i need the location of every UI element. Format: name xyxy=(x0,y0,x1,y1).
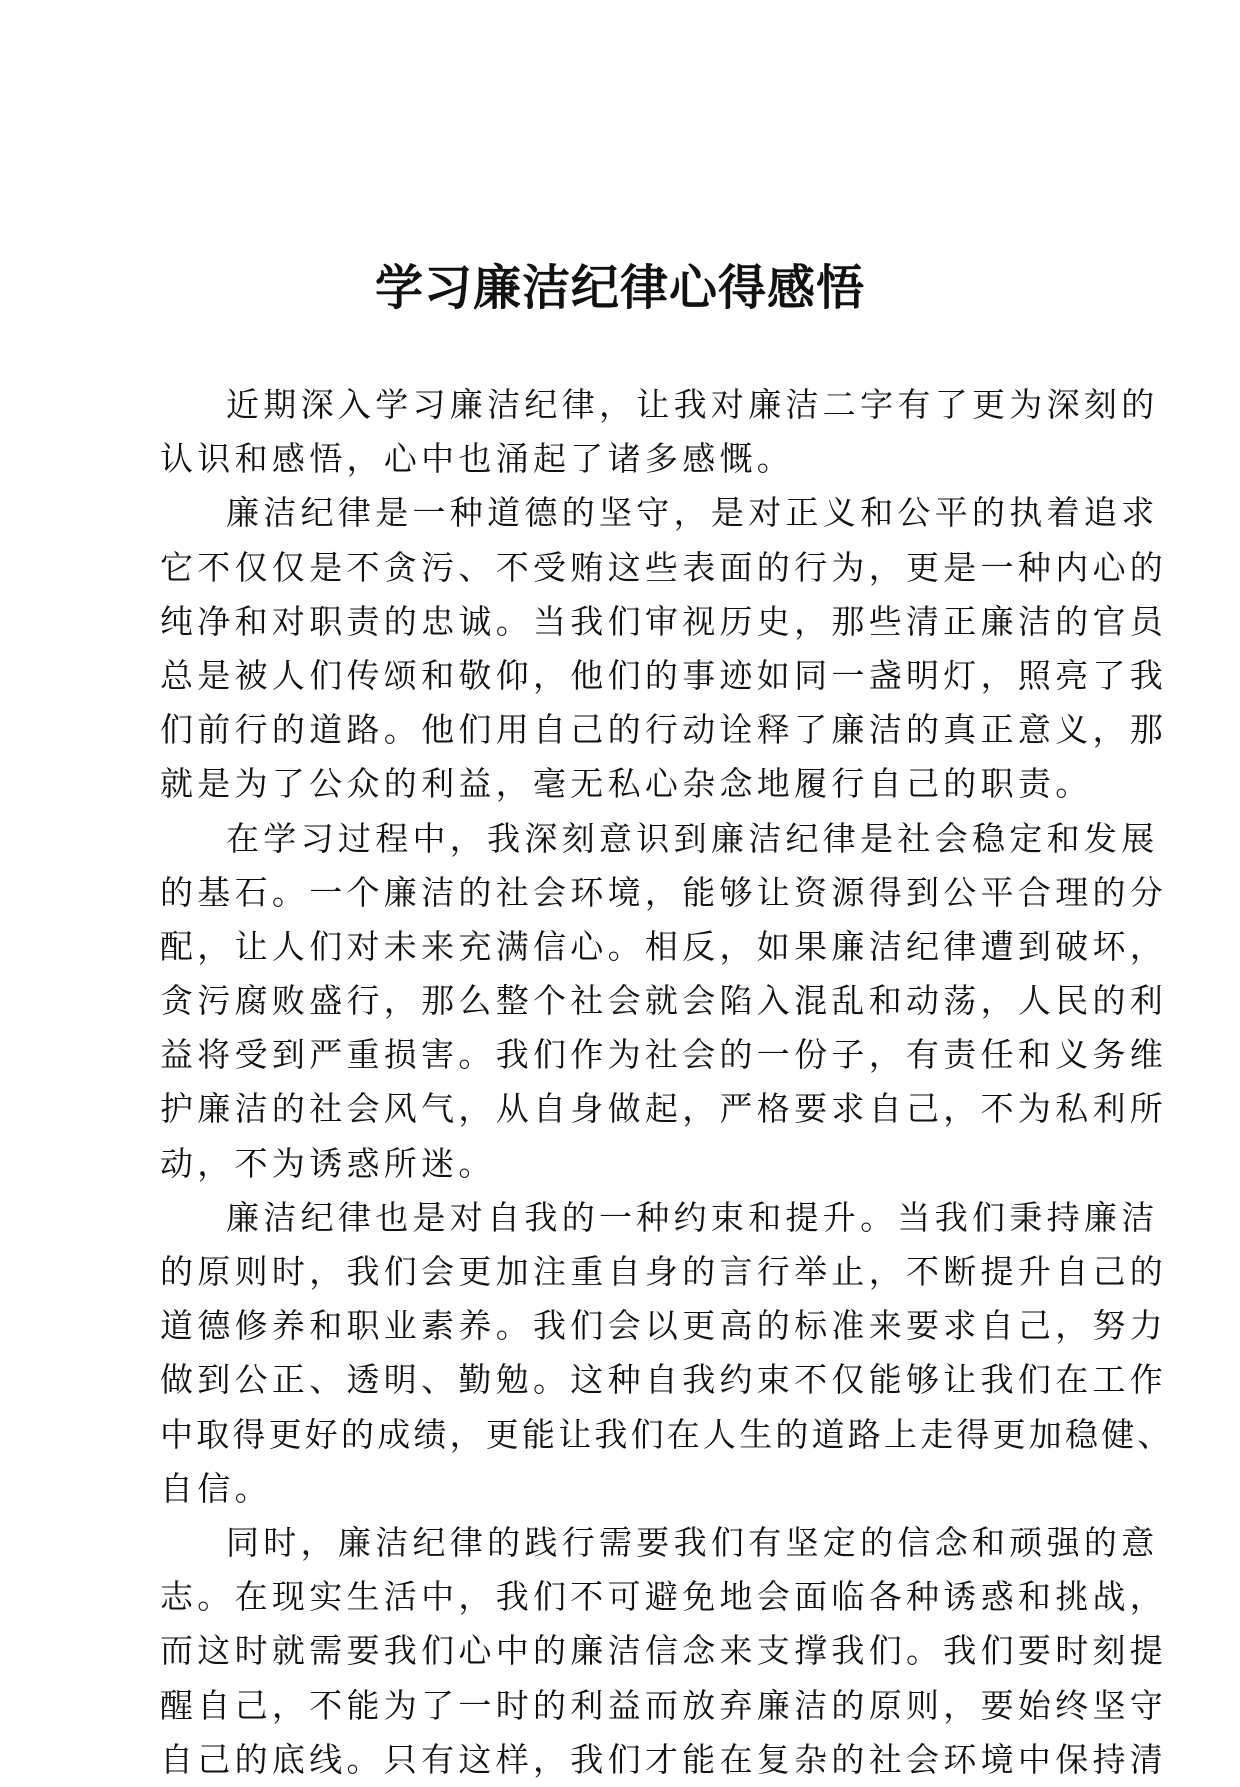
text-line: 认识和感悟，心中也涌起了诸多感慨。 xyxy=(160,439,795,479)
text-line: 醒自己，不能为了一时的利益而放弃廉洁的原则，要始终坚守 xyxy=(160,1685,1168,1725)
paragraph-3 xyxy=(160,812,1168,1191)
text-line: 的原则时，我们会更加注重自身的言行举止，不断提升自己的 xyxy=(160,1252,1168,1291)
text-line: 在学习过程中，我深刻意识到廉洁纪律是社会稳定和发展 xyxy=(226,818,1159,858)
paragraph-4 xyxy=(160,1191,1174,1516)
text-line: 的基石。一个廉洁的社会环境，能够让资源得到公平合理的分 xyxy=(160,872,1168,912)
text-line: 就是为了公众的利益，毫无私心杂念地履行自己的职责。 xyxy=(160,764,1093,804)
text-line: 志。在现实生活中，我们不可避免地会面临各种诱惑和挑战， xyxy=(160,1577,1168,1617)
text-line: 而这时就需要我们心中的廉洁信念来支撑我们。我们要时刻提 xyxy=(160,1631,1168,1671)
text-line: 道德修养和职业素养。我们会以更高的标准来要求自己，努力 xyxy=(160,1306,1168,1346)
text-line: 自己的底线。只有这样，我们才能在复杂的社会环境中保持清 xyxy=(160,1739,1168,1779)
text-line: 护廉洁的社会风气，从自身做起，严格要求自己，不为私利所 xyxy=(160,1089,1168,1129)
paragraph-5 xyxy=(160,1516,1168,1787)
document-body xyxy=(160,378,1174,1787)
text-line: 中取得更好的成绩，更能让我们在人生的道路上走得更加稳健、 xyxy=(160,1414,1174,1454)
text-line: 纯净和对职责的忠诚。当我们审视历史，那些清正廉洁的官员 xyxy=(160,601,1168,641)
text-line: 动，不为诱惑所迷。 xyxy=(160,1143,496,1183)
text-line: 益将受到严重损害。我们作为社会的一份子，有责任和义务维 xyxy=(160,1035,1168,1075)
text-line: 配，让人们对未来充满信心。相反，如果廉洁纪律遭到破坏， xyxy=(160,926,1168,966)
text-line: 自信。 xyxy=(160,1468,272,1508)
text-line: 同时，廉洁纪律的践行需要我们有坚定的信念和顽强的意 xyxy=(226,1522,1159,1562)
text-line: 总是被人们传颂和敬仰，他们的事迹如同一盏明灯，照亮了我 xyxy=(160,655,1168,695)
text-line: 廉洁纪律也是对自我的一种约束和提升。当我们秉持廉洁 xyxy=(226,1197,1159,1237)
paragraph-1 xyxy=(160,378,1159,486)
text-line: 贪污腐败盛行，那么整个社会就会陷入混乱和动荡，人民的利 xyxy=(160,981,1168,1021)
text-line: 廉洁纪律是一种道德的坚守，是对正义和公平的执着追求 xyxy=(226,493,1159,533)
text-line: 近期深入学习廉洁纪律，让我对廉洁二字有了更为深刻的 xyxy=(226,385,1159,424)
paragraph-2 xyxy=(160,486,1168,811)
document-title: 学习廉洁纪律心得感悟 xyxy=(374,260,865,316)
text-line: 们前行的道路。他们用自己的行动诠释了廉洁的真正意义，那 xyxy=(160,710,1168,750)
text-line: 它不仅仅是不贪污、不受贿这些表面的行为，更是一种内心的 xyxy=(160,547,1168,587)
text-line: 做到公正、透明、勤勉。这种自我约束不仅能够让我们在工作 xyxy=(160,1360,1168,1400)
